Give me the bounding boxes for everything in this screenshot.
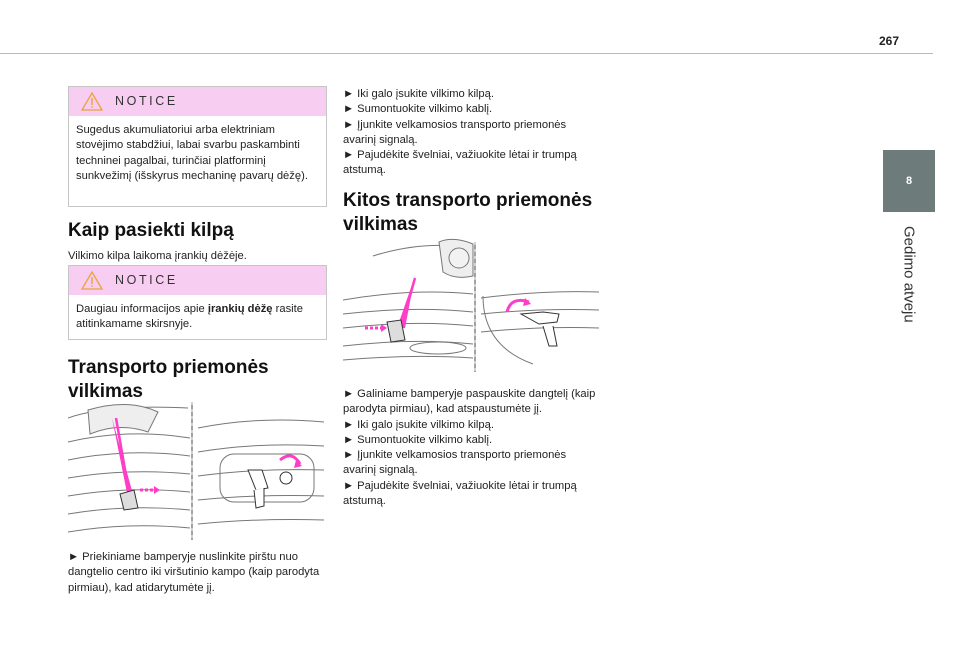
section-text-get-hook: Vilkimo kilpa laikoma įrankių dėžėje. — [68, 250, 247, 262]
instruction-list-rear — [343, 387, 598, 509]
instruction-step: ► Įjunkite velkamosios transporto priemonės avarinį signalą. — [343, 449, 567, 477]
chapter-side-tab[interactable] — [883, 0, 935, 649]
notice-box-2 — [68, 265, 327, 340]
notice-heading: NOTICE — [115, 273, 178, 287]
title-line: vilkimas — [343, 214, 418, 235]
notice-heading: NOTICE — [115, 94, 178, 108]
notice-text: Sugedus akumuliatoriui arba elektriniam stovėjimo stabdžiui, labai svarbu paskambinti techninei pagalbai, turinčiai platforminį sunkvežimį (išskyrus mechaninę pavarų dėžę). — [76, 124, 308, 183]
instruction-list-top — [343, 87, 598, 179]
chapter-number: 8 — [883, 150, 935, 212]
instruction-step: ► Sumontuokite vilkimo kablį. — [343, 103, 493, 116]
warning-icon — [81, 92, 103, 111]
toolbox-link-text[interactable]: įrankių dėžę — [207, 303, 273, 315]
instruction-step: ► Iki galo įsukite vilkimo kilpą. — [343, 88, 494, 100]
section-title-towing-vehicle — [68, 356, 269, 404]
notice-text-part: Daugiau informacijos apie — [76, 303, 208, 315]
chapter-title: Gedimo atveju — [900, 226, 918, 323]
instruction-step: ► Pajudėkite švelniai, važiuokite lėtai ir trumpą atstumą. — [343, 149, 577, 177]
instruction-step: ► Iki galo įsukite vilkimo kilpą. — [343, 418, 494, 431]
front-bumper-towing-eye-illustration — [68, 398, 324, 544]
instruction-step: ► Įjunkite velkamosios transporto priemonės avarinį signalą. — [343, 118, 567, 146]
section-title-get-hook: Kaip pasiekti kilpą — [68, 220, 234, 241]
title-line: vilkimas — [68, 381, 143, 402]
instruction-step: ► Pajudėkite švelniai, važiuokite lėtai ir trumpą atstumą. — [343, 479, 577, 508]
instruction-step: ► Sumontuokite vilkimo kablį. — [343, 433, 493, 446]
title-line: Kitos transporto priemonės — [343, 190, 593, 211]
warning-icon — [81, 271, 103, 290]
section-title-towing-other — [343, 189, 592, 237]
header-rule — [0, 53, 933, 54]
notice-box-1 — [68, 86, 327, 207]
instruction-step: ► Galiniame bamperyje paspauskite dangtelį (kaip parodyta pirmiau), kad atspaustumėte jį. — [343, 388, 596, 416]
rear-bumper-towing-eye-illustration — [343, 236, 599, 376]
page-number: 267 — [879, 34, 900, 48]
caption-front-bumper: ► Priekiniame bamperyje nuslinkite pirštu nuo dangtelio centro iki viršutinio kampo (kaip parodyta pirmiau), kad atidarytumėte jį. — [68, 551, 320, 594]
title-line: Transporto priemonės — [68, 357, 269, 378]
notice-header — [69, 87, 326, 116]
notice-text — [69, 295, 326, 341]
notice-header — [69, 266, 326, 295]
notice-text-part: rasite atitinkamame skirsnyje. — [76, 303, 303, 331]
